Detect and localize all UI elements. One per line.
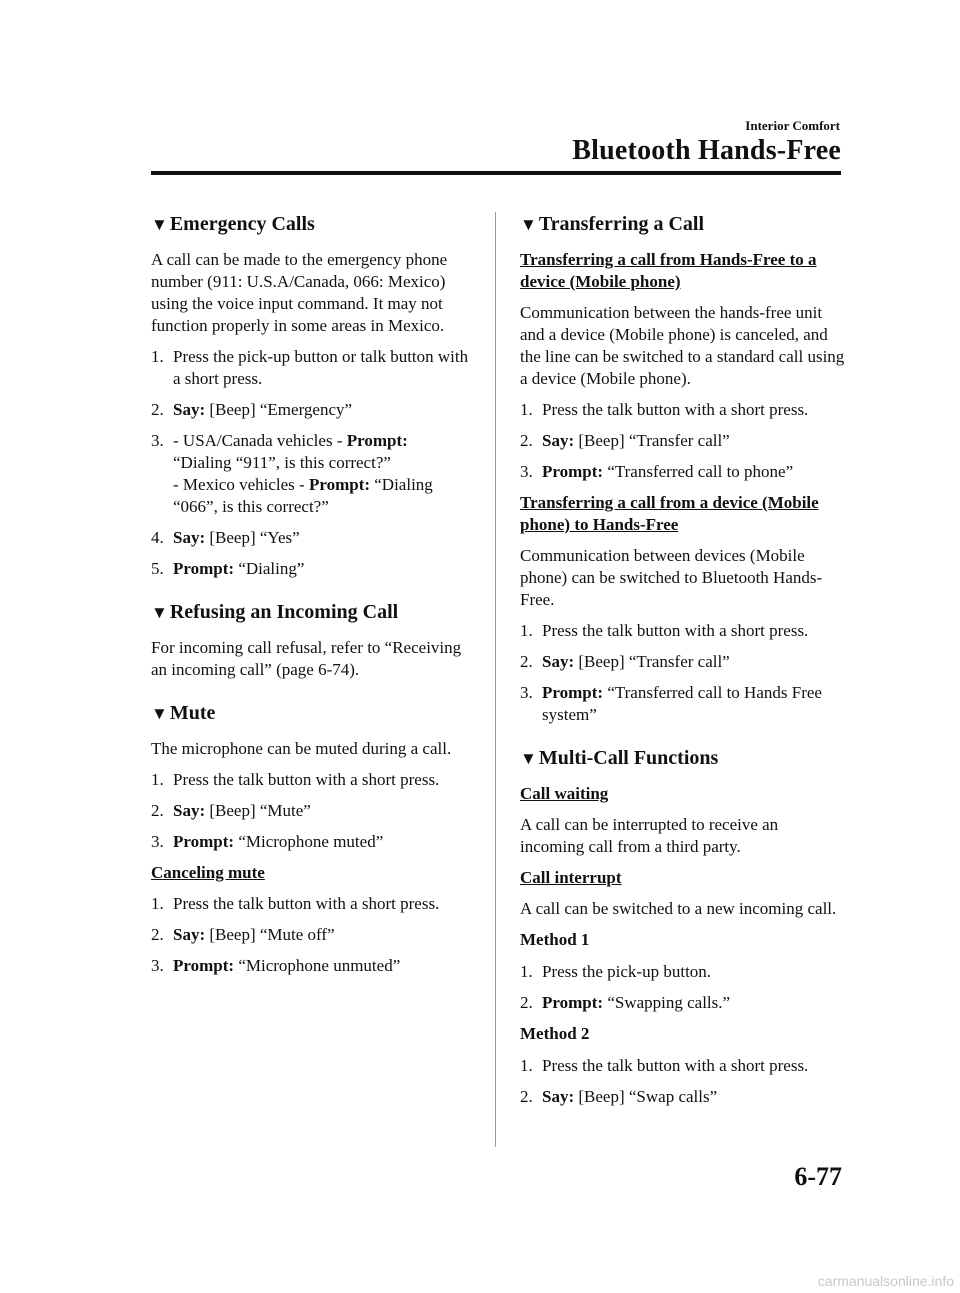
header-rule bbox=[151, 171, 841, 175]
subheading: Call interrupt bbox=[520, 868, 622, 887]
step: 3. Prompt: “Microphone unmuted” bbox=[151, 956, 401, 975]
paragraph: A call can be switched to a new incoming call. bbox=[520, 899, 837, 918]
triangle-icon: ▼ bbox=[151, 215, 168, 234]
step: 1. Press the pick-up button. bbox=[520, 962, 712, 981]
left-column bbox=[151, 210, 473, 995]
page-title: Bluetooth Hands-Free bbox=[572, 135, 841, 166]
section-heading: ▼ Emergency Calls bbox=[151, 213, 315, 235]
step: 3. Prompt: “Transferred call to phone” bbox=[520, 462, 794, 481]
subheading: Canceling mute bbox=[151, 863, 265, 882]
refusing-call-section bbox=[151, 598, 473, 681]
step: 4. Say: [Beep] “Yes” bbox=[151, 528, 300, 547]
step: 2. Prompt: “Swapping calls.” bbox=[520, 993, 731, 1012]
step: 2. Say: [Beep] “Swap calls” bbox=[520, 1087, 718, 1106]
paragraph: Communication between the hands-free unit and a device (Mobile phone) is canceled, and the line can be switched to a standard call using a device (Mobile phone). bbox=[520, 303, 845, 388]
step: 1. Press the talk button with a short press. bbox=[151, 770, 440, 789]
section-category: Interior Comfort bbox=[745, 118, 840, 133]
step: 2. Say: [Beep] “Mute” bbox=[151, 801, 311, 820]
transferring-call-section bbox=[520, 210, 846, 726]
step: 1. Press the talk button with a short press. bbox=[520, 621, 809, 640]
paragraph: A call can be interrupted to receive an incoming call from a third party. bbox=[520, 815, 779, 856]
step: 3. Prompt: “Transferred call to Hands Free system” bbox=[520, 683, 822, 724]
mute-section bbox=[151, 699, 473, 977]
subheading: Call waiting bbox=[520, 784, 609, 803]
section-heading: ▼ Mute bbox=[151, 702, 216, 724]
subheading: Transferring a call from Hands-Free to a device (Mobile phone) bbox=[520, 250, 817, 291]
section-heading: ▼ Transferring a Call bbox=[520, 213, 704, 235]
step: 2. Say: [Beep] “Transfer call” bbox=[520, 652, 730, 671]
section-heading: ▼ Multi-Call Functions bbox=[520, 747, 719, 769]
step: 3. - USA/Canada vehicles - Prompt: “Dialing “911”, is this correct?” - Mexico vehicles - Prompt: “Dialing “066”, is this correct?” bbox=[151, 431, 433, 516]
triangle-icon: ▼ bbox=[151, 603, 168, 622]
paragraph: A call can be made to the emergency phone number (911: U.S.A/Canada, 066: Mexico) using the voice input command. It may not function properly in some areas in Mexico. bbox=[151, 250, 448, 335]
step: 1. Press the talk button with a short press. bbox=[520, 400, 809, 419]
step: 2. Say: [Beep] “Emergency” bbox=[151, 400, 353, 419]
page-number: 6-77 bbox=[794, 1162, 842, 1191]
step: 5. Prompt: “Dialing” bbox=[151, 559, 305, 578]
triangle-icon: ▼ bbox=[520, 749, 537, 768]
step: 2. Say: [Beep] “Transfer call” bbox=[520, 431, 730, 450]
step: 3. Prompt: “Microphone muted” bbox=[151, 832, 384, 851]
step: 1. Press the pick-up button or talk button with a short press. bbox=[151, 347, 469, 388]
column-divider bbox=[495, 212, 496, 1147]
right-column bbox=[520, 210, 846, 1126]
paragraph: The microphone can be muted during a call. bbox=[151, 739, 452, 758]
paragraph: For incoming call refusal, refer to “Receiving an incoming call” (page 6-74). bbox=[151, 638, 462, 679]
method-label: Method 1 bbox=[520, 930, 590, 949]
section-heading: ▼ Refusing an Incoming Call bbox=[151, 601, 399, 623]
step: 1. Press the talk button with a short press. bbox=[520, 1056, 809, 1075]
triangle-icon: ▼ bbox=[520, 215, 537, 234]
emergency-calls-section bbox=[151, 210, 473, 580]
step: 1. Press the talk button with a short press. bbox=[151, 894, 440, 913]
triangle-icon: ▼ bbox=[151, 704, 168, 723]
multi-call-section bbox=[520, 744, 846, 1108]
subheading: Transferring a call from a device (Mobile phone) to Hands-Free bbox=[520, 493, 819, 534]
step: 2. Say: [Beep] “Mute off” bbox=[151, 925, 335, 944]
watermark[interactable]: carmanualsonline.info bbox=[817, 1273, 954, 1289]
method-label: Method 2 bbox=[520, 1024, 590, 1043]
paragraph: Communication between devices (Mobile phone) can be switched to Bluetooth Hands-Free. bbox=[520, 546, 823, 609]
